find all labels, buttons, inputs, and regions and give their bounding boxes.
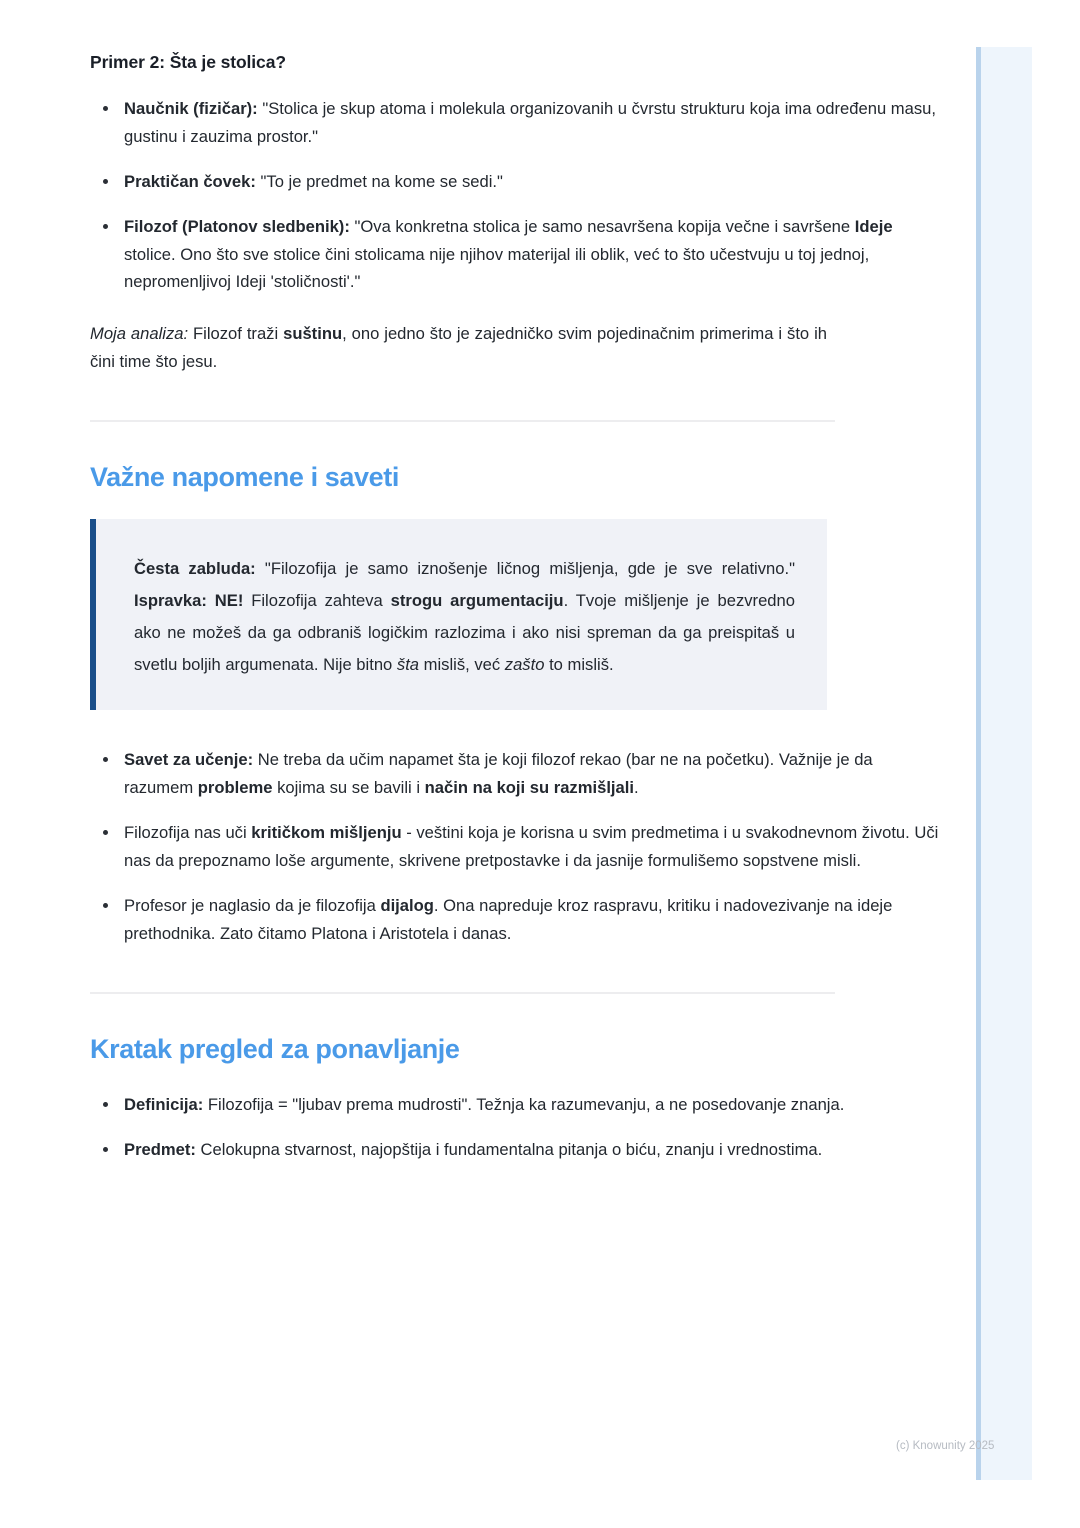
- callout-misconception: [90, 519, 827, 710]
- section-divider: [90, 992, 835, 994]
- callout-lead: Česta zabluda:: [134, 559, 256, 578]
- emphasis-kriticko-misljenje: kritičkom mišljenju: [251, 823, 402, 843]
- list-item-text-cont: - veštini koja je korisna u svim predmetima i u svakodnevnom životu. Uči nas da prepoznamo loše argumente, skrivene pretpostavke i da jasnije formulišemo sopstvene misli.: [124, 823, 939, 871]
- emphasis-sustinu: suštinu: [283, 324, 343, 344]
- emphasis-ideje: Ideje: [854, 216, 893, 236]
- list-item-text-cont: . Ona napreduje kroz raspravu, kritiku i nadovezivanje na ideje prethodnika. Zato čitamo Platona i Aristotela i danas.: [124, 895, 893, 943]
- list-item-text: Filozofija = "ljubav prema mudrosti". Težnja ka razumevanju, a ne posedovanje znanja.: [203, 1094, 845, 1114]
- list-item-text-cont: kojima su se bavili i: [272, 778, 425, 798]
- list-item-text-end: .: [633, 778, 639, 798]
- list-item-label: Naučnik (fizičar):: [124, 99, 258, 118]
- list-item-label: Definicija:: [124, 1094, 204, 1114]
- section-divider: [90, 420, 835, 422]
- callout-italic-sta: šta: [396, 654, 420, 674]
- analysis-part1: Filozof traži: [188, 324, 284, 344]
- section-heading-review: Kratak pregled za ponavljanje: [90, 1033, 460, 1064]
- callout-bold-argumentation: strogu argumentaciju: [390, 590, 564, 610]
- analysis-part2: , ono jedno što je zajedničko svim pojedinačnim primerima i što ih čini time što jesu.: [90, 324, 827, 372]
- list-item: [90, 213, 940, 297]
- list-item-text: Ne treba da učim napamet šta je koji filozof rekao (bar ne na početku). Važnije je da razumem: [124, 750, 873, 798]
- review-list: [90, 1091, 940, 1164]
- page-title: Primer 2: Šta je stolica?: [90, 52, 286, 72]
- list-item-label: Predmet:: [124, 1139, 196, 1159]
- copyright-watermark: (c) Knowunity 2025: [896, 1440, 995, 1452]
- callout-p2: Filozofija zahteva: [243, 590, 391, 610]
- callout-p5: to misliš.: [544, 654, 614, 674]
- list-item-label: Praktičan čovek:: [124, 171, 256, 191]
- list-item-label: Savet za učenje:: [124, 750, 254, 770]
- list-item: [90, 1091, 940, 1119]
- callout-text: [134, 553, 795, 680]
- list-item: [90, 1136, 940, 1164]
- list-item: [90, 819, 940, 875]
- callout-p3: . Tvoje mišljenje je bezvredno ako ne možeš da ga odbraniš logičkim razlozima i ako nisi spreman da ga preispitaš u svetlu boljih argumenata. Nije bitno: [134, 590, 795, 674]
- list-item-text: Profesor je naglasio da je filozofija: [124, 895, 381, 915]
- list-item-text: "To je predmet na kome se sedi.": [255, 171, 503, 191]
- list-item: [90, 892, 940, 948]
- list-item-text: Filozofija nas uči: [124, 823, 252, 843]
- list-item-text: Celokupna stvarnost, najopštija i fundamentalna pitanja o biću, znanju i vrednostima.: [195, 1139, 823, 1159]
- list-item-label: Filozof (Platonov sledbenik):: [124, 216, 350, 236]
- analysis-paragraph: [90, 320, 827, 376]
- list-item: [90, 746, 940, 802]
- example-list: [90, 95, 940, 296]
- list-item-text-cont: stolice. Ono što sve stolice čini stolicama nije njihov materijal ili oblik, već to što učestvuju u toj jednoj, nepromenljivoj Ideji 'stoličnosti'.": [124, 244, 870, 292]
- list-item: [90, 168, 940, 196]
- notes-list: [90, 746, 940, 947]
- callout-p1: "Filozofija je samo iznošenje ličnog mišljenja, gde je sve relativno.": [255, 559, 795, 578]
- list-item-text: "Stolica je skup atoma i molekula organizovanih u čvrstu strukturu koja ima određenu masu, gustinu i zauzima prostor.": [124, 99, 936, 146]
- callout-correction: Ispravka: NE!: [134, 590, 244, 610]
- section-heading-notes: Važne napomene i saveti: [90, 462, 399, 492]
- callout-italic-zasto: zašto: [504, 654, 545, 674]
- analysis-lead: Moja analiza:: [90, 324, 189, 344]
- list-item: [90, 95, 940, 151]
- emphasis-probleme: probleme: [197, 778, 273, 798]
- emphasis-nacin: način na koji su razmišljali: [424, 778, 634, 798]
- emphasis-dijalog: dijalog: [380, 895, 434, 915]
- right-page-strip: [976, 47, 1032, 1480]
- callout-p4: misliš, već: [419, 654, 505, 674]
- list-item-text: "Ova konkretna stolica je samo nesavršena kopija večne i savršene: [349, 216, 855, 236]
